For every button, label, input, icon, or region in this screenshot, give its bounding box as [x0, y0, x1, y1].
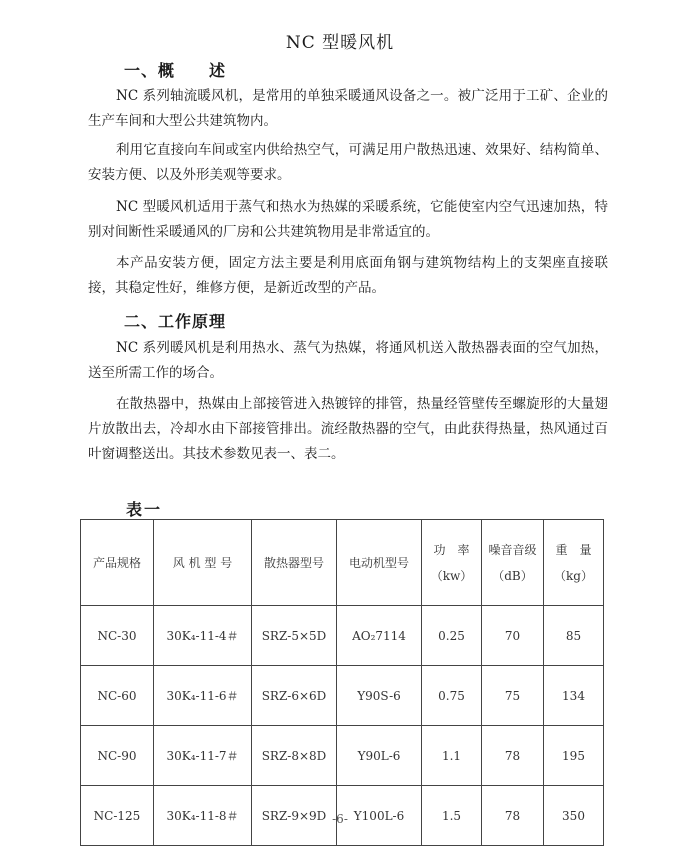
spec-table — [80, 519, 604, 846]
header-noise: 噪音音级 （dB） — [482, 520, 544, 606]
table-cell: NC-30 — [81, 606, 154, 666]
table-cell: 78 — [482, 726, 544, 786]
header-fan-model: 风 机 型 号 — [154, 520, 252, 606]
header-motor-model: 电动机型号 — [337, 520, 422, 606]
table-header-row — [81, 520, 604, 606]
header-spec: 产品规格 — [81, 520, 154, 606]
table-cell: Y90S-6 — [337, 666, 422, 726]
table-cell: 195 — [544, 726, 604, 786]
table-row — [81, 726, 604, 786]
table-cell: Y100L-6 — [337, 786, 422, 846]
header-radiator-model: 散热器型号 — [252, 520, 337, 606]
table-cell: NC-90 — [81, 726, 154, 786]
table-cell: 30K₄-11-6＃ — [154, 666, 252, 726]
overview-paragraph-2: 利用它直接向车间或室内供给热空气，可满足用户散热迅速、效果好、结构简单、安装方便、以及外形美观等要求。 — [88, 142, 608, 183]
section-heading-overview: 一、概 述 — [124, 61, 227, 80]
section-heading-principle: 二、工作原理 — [124, 312, 227, 331]
table-cell: 30K₄-11-4＃ — [154, 606, 252, 666]
table-cell: NC-125 — [81, 786, 154, 846]
table-cell: 78 — [482, 786, 544, 846]
table-cell: SRZ-9×9D — [252, 786, 337, 846]
table-cell: 85 — [544, 606, 604, 666]
table-cell: 0.25 — [422, 606, 482, 666]
table-cell: 350 — [544, 786, 604, 846]
table-cell: NC-60 — [81, 666, 154, 726]
table-cell: 30K₄-11-7＃ — [154, 726, 252, 786]
table-cell: 30K₄-11-8＃ — [154, 786, 252, 846]
table-row — [81, 666, 604, 726]
table-caption: 表一 — [126, 500, 163, 519]
table-cell: 1.1 — [422, 726, 482, 786]
table-cell: SRZ-6×6D — [252, 666, 337, 726]
table-cell: Y90L-6 — [337, 726, 422, 786]
principle-paragraph-2: 在散热器中，热媒由上部接管进入热镀锌的排管，热量经管壁传至螺旋形的大量翅片放散出去，冷却水由下部接管排出。流经散热器的空气，由此获得热量，热风通过百叶窗调整送出。其技术参数见表一、表二。 — [88, 396, 608, 462]
principle-paragraph-1: NC 系列暖风机是利用热水、蒸气为热媒，将通风机送入散热器表面的空气加热，送至所需工作的场合。 — [88, 340, 608, 381]
overview-paragraph-3: NC 型暖风机适用于蒸气和热水为热媒的采暖系统，它能使室内空气迅速加热，特别对间断性采暖通风的厂房和公共建筑物用是非常适宜的。 — [88, 199, 608, 240]
table-cell: 1.5 — [422, 786, 482, 846]
header-power: 功 率 （kw） — [422, 520, 482, 606]
page-number: -6- — [332, 812, 348, 826]
table-cell: SRZ-5×5D — [252, 606, 337, 666]
table-cell: 134 — [544, 666, 604, 726]
table-cell: SRZ-8×8D — [252, 726, 337, 786]
overview-paragraph-4: 本产品安装方便，固定方法主要是利用底面角钢与建筑物结构上的支架座直接联接，其稳定性好，维修方便，是新近改型的产品。 — [88, 255, 608, 296]
overview-paragraph-1: NC 系列轴流暖风机，是常用的单独采暖通风设备之一。被广泛用于工矿、企业的生产车间和大型公共建筑物内。 — [88, 88, 608, 129]
table-cell: 75 — [482, 666, 544, 726]
table-cell: AO₂7114 — [337, 606, 422, 666]
table-cell: 70 — [482, 606, 544, 666]
page-title: NC 型暖风机 — [285, 33, 395, 53]
table-cell: 0.75 — [422, 666, 482, 726]
table-row — [81, 606, 604, 666]
header-weight: 重 量 （kg） — [544, 520, 604, 606]
